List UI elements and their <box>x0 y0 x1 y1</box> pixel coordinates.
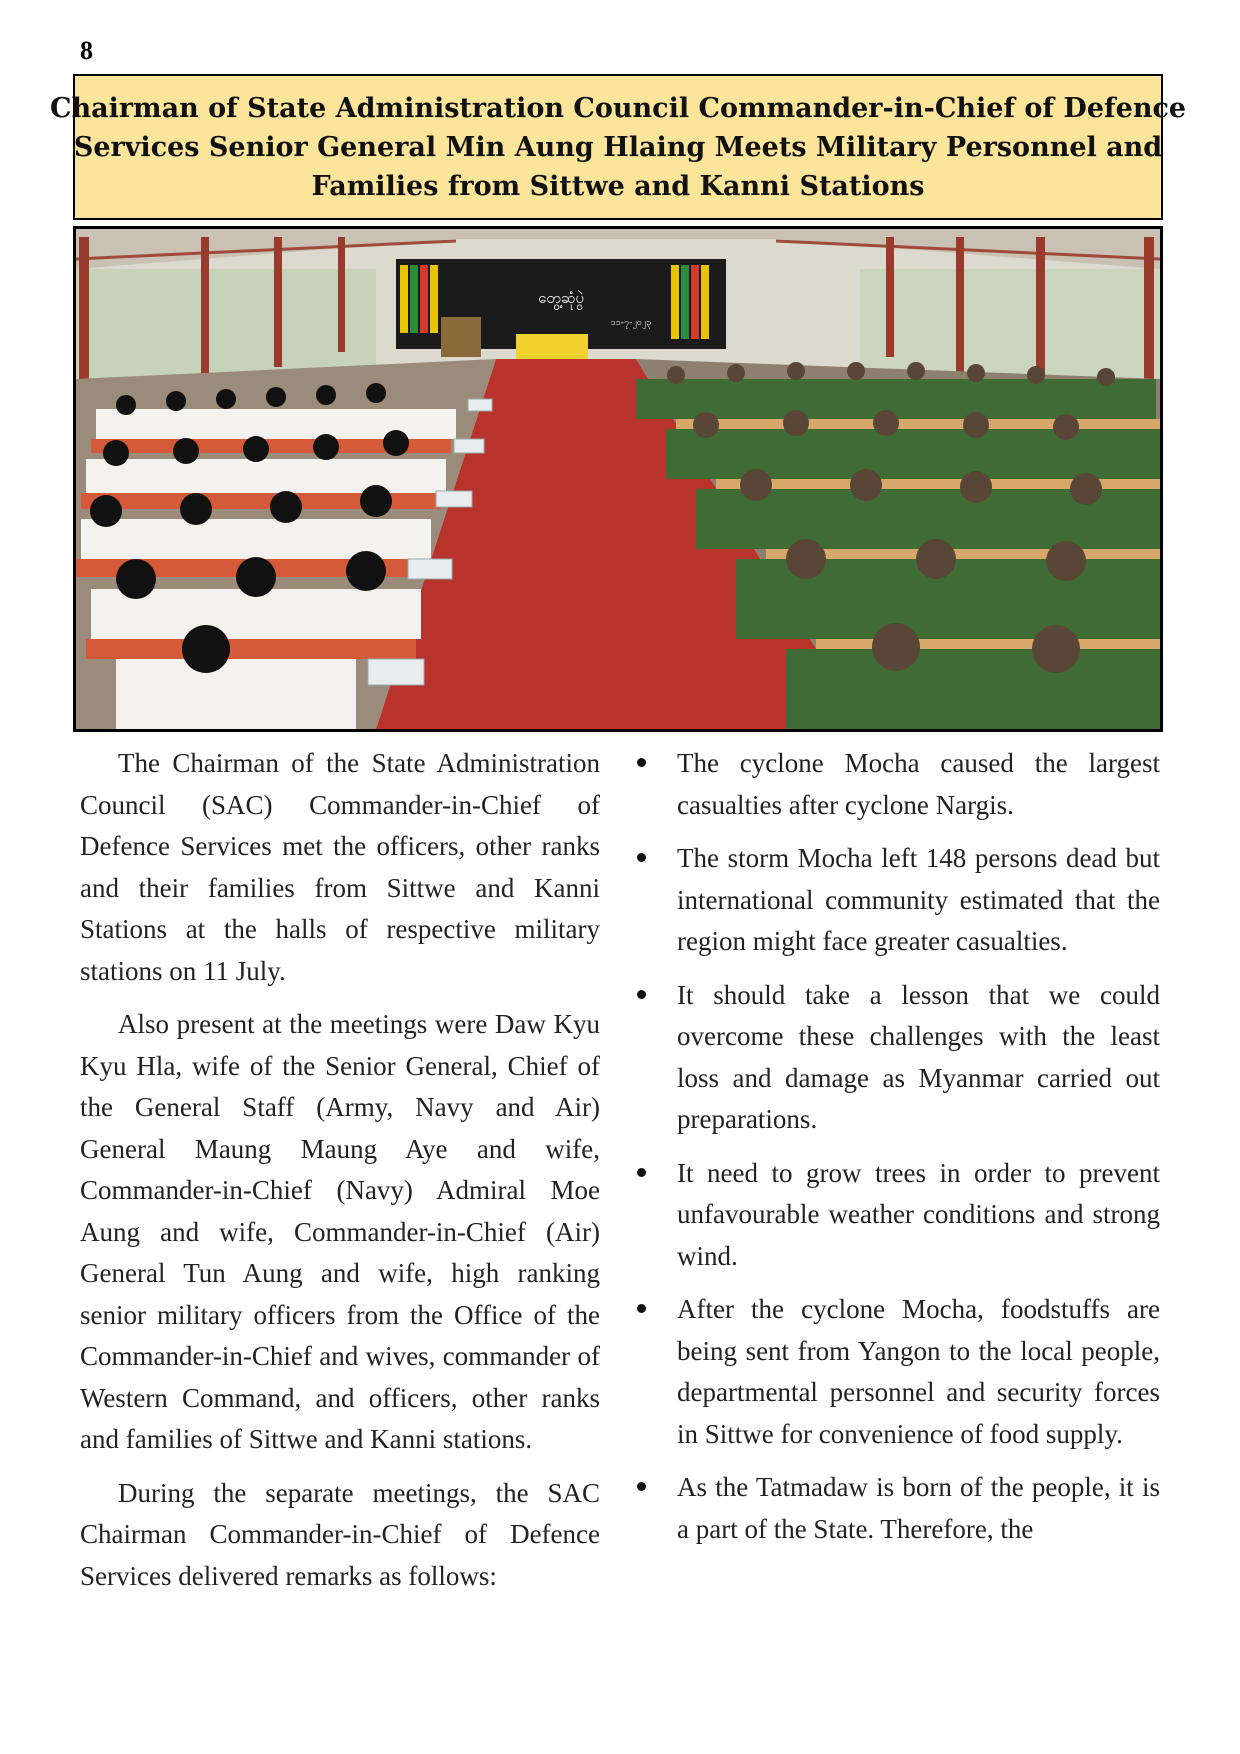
bullet-text: The cyclone Mocha caused the largest casualties after cyclone Nargis. <box>677 748 1160 820</box>
bullet-text: After the cyclone Mocha, foodstuffs are being sent from Yangon to the local people, departmental personnel and security forces in Sittwe for convenience of food supply. <box>677 1294 1160 1449</box>
paragraph-3: During the separate meetings, the SAC Chairman Commander-in-Chief of Defence Services delivered remarks as follows: <box>80 1477 600 1591</box>
bullet-icon <box>637 1304 646 1313</box>
paragraph-1: The Chairman of the State Administration Council (SAC) Commander-in-Chief of Defence Services met the officers, other ranks and their families from Sittwe and Kanni Stations at the halls of respective military stations on 11 July. <box>80 748 600 986</box>
article-title-box <box>49 74 1187 220</box>
stage-banner-text: တွေ့ဆုံပွဲ <box>538 289 584 307</box>
bullet-item <box>636 1153 1160 1278</box>
stage-date-text: ၁၁-၇-၂၀၂၃ <box>610 318 652 328</box>
bullet-icon <box>637 853 646 862</box>
article-title-line-1: Chairman of State Administration Council Commander-in-Chief of Defence <box>49 92 1187 124</box>
bullet-icon <box>637 990 646 999</box>
right-column <box>636 743 1160 1562</box>
bullet-item <box>636 743 1160 826</box>
head-table <box>516 334 588 362</box>
bullet-text: As the Tatmadaw is born of the people, it is a part of the State. Therefore, the <box>677 1472 1160 1544</box>
bullet-item <box>636 975 1160 1141</box>
bullet-text: The storm Mocha left 148 persons dead but international community estimated that the region might face greater casualties. <box>677 843 1160 956</box>
page-number: 8 <box>80 36 93 65</box>
meeting-hall-illustration <box>76 229 1160 729</box>
bullet-icon <box>637 1168 646 1177</box>
article-title-line-3: Families from Sittwe and Kanni Stations <box>311 170 925 202</box>
bullet-item <box>636 1467 1160 1550</box>
left-column <box>80 743 600 1609</box>
meeting-hall-photo <box>73 226 1163 732</box>
paragraph-2: Also present at the meetings were Daw Kyu Kyu Hla, wife of the Senior General, Chief of the General Staff (Army, Navy and Air) General Maung Maung Aye and wife, Commander-in-Chief (Navy) Admiral Moe Aung and wife, Commander-in-Chief (Air) General Tun Aung and wife, high ranking senior military officers from the Office of the Commander-in-Chief and wives, commander of Western Command, and officers, other ranks and families of Sittwe and Kanni stations. <box>80 1009 600 1454</box>
podium <box>441 317 481 357</box>
article-title-line-2: Services Senior General Min Aung Hlaing Meets Military Personnel and <box>73 131 1163 163</box>
bullet-text: It should take a lesson that we could overcome these challenges with the least loss and damage as Myanmar carried out preparations. <box>677 979 1160 1134</box>
bullet-icon <box>637 758 646 767</box>
bullet-item <box>636 838 1160 963</box>
bullet-text: It need to grow trees in order to prevent unfavourable weather conditions and strong wind. <box>677 1157 1160 1271</box>
bullet-icon <box>637 1482 646 1491</box>
bullet-item <box>636 1289 1160 1455</box>
